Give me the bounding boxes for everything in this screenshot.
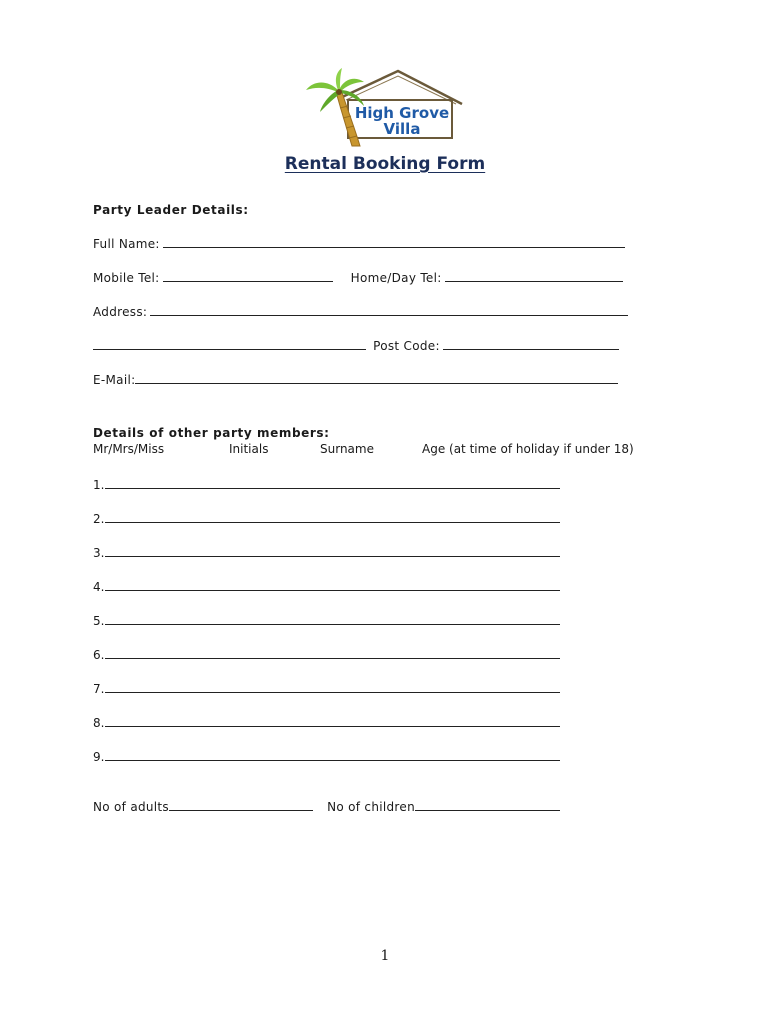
adults-field[interactable] — [169, 798, 313, 811]
home-tel-label: Home/Day Tel: — [350, 271, 442, 285]
full-name-field[interactable] — [163, 235, 625, 248]
member-row — [93, 476, 560, 493]
full-name-label: Full Name: — [93, 237, 160, 251]
address-postcode-row — [93, 337, 619, 354]
post-code-label: Post Code: — [373, 339, 440, 353]
email-label: E-Mail: — [93, 373, 136, 387]
member-row — [93, 578, 560, 595]
other-members-heading: Details of other party members: — [93, 426, 330, 440]
home-tel-field[interactable] — [445, 269, 623, 282]
logo-text-line2: Villa — [383, 120, 421, 138]
children-field[interactable] — [415, 798, 560, 811]
phone-row — [93, 269, 623, 286]
member-row — [93, 680, 560, 697]
member-row — [93, 612, 560, 629]
member-row-field[interactable] — [105, 612, 560, 625]
address-label: Address: — [93, 305, 148, 319]
member-row-field[interactable] — [105, 680, 560, 693]
member-row — [93, 646, 560, 663]
counts-row — [93, 798, 560, 815]
post-code-field[interactable] — [443, 337, 619, 350]
member-row-number: 3. — [93, 546, 105, 560]
column-surname: Surname — [320, 442, 374, 456]
address-row — [93, 303, 628, 320]
member-row-number: 4. — [93, 580, 105, 594]
member-row-number: 1. — [93, 478, 105, 492]
member-row-field[interactable] — [105, 510, 560, 523]
member-row-number: 2. — [93, 512, 105, 526]
member-row-field[interactable] — [105, 544, 560, 557]
member-row — [93, 544, 560, 561]
member-row-number: 8. — [93, 716, 105, 730]
member-row-field[interactable] — [105, 476, 560, 489]
mobile-tel-label: Mobile Tel: — [93, 271, 160, 285]
member-row-field[interactable] — [105, 646, 560, 659]
member-row-number: 9. — [93, 750, 105, 764]
page-number: 1 — [380, 948, 390, 964]
member-row-field[interactable] — [105, 578, 560, 591]
adults-label: No of adults — [93, 800, 169, 814]
column-title: Mr/Mrs/Miss — [93, 442, 165, 456]
column-age: Age (at time of holiday if under 18) — [422, 442, 634, 456]
member-row-field[interactable] — [105, 748, 560, 761]
address-field[interactable] — [150, 303, 628, 316]
member-row-field[interactable] — [105, 714, 560, 727]
email-field[interactable] — [135, 371, 618, 384]
children-label: No of children — [327, 800, 415, 814]
member-row-number: 6. — [93, 648, 105, 662]
email-row — [93, 371, 618, 388]
party-leader-heading: Party Leader Details: — [93, 203, 249, 217]
mobile-tel-field[interactable] — [163, 269, 333, 282]
column-initials: Initials — [229, 442, 269, 456]
member-row-number: 5. — [93, 614, 105, 628]
member-row — [93, 748, 560, 765]
full-name-row — [93, 235, 625, 252]
high-grove-villa-logo — [300, 68, 470, 150]
address-line2-field[interactable] — [93, 337, 366, 350]
logo-text-line1: High Grove — [354, 104, 450, 122]
member-row-number: 7. — [93, 682, 105, 696]
member-row — [93, 510, 560, 527]
form-title: Rental Booking Form — [284, 154, 486, 174]
member-row — [93, 714, 560, 731]
